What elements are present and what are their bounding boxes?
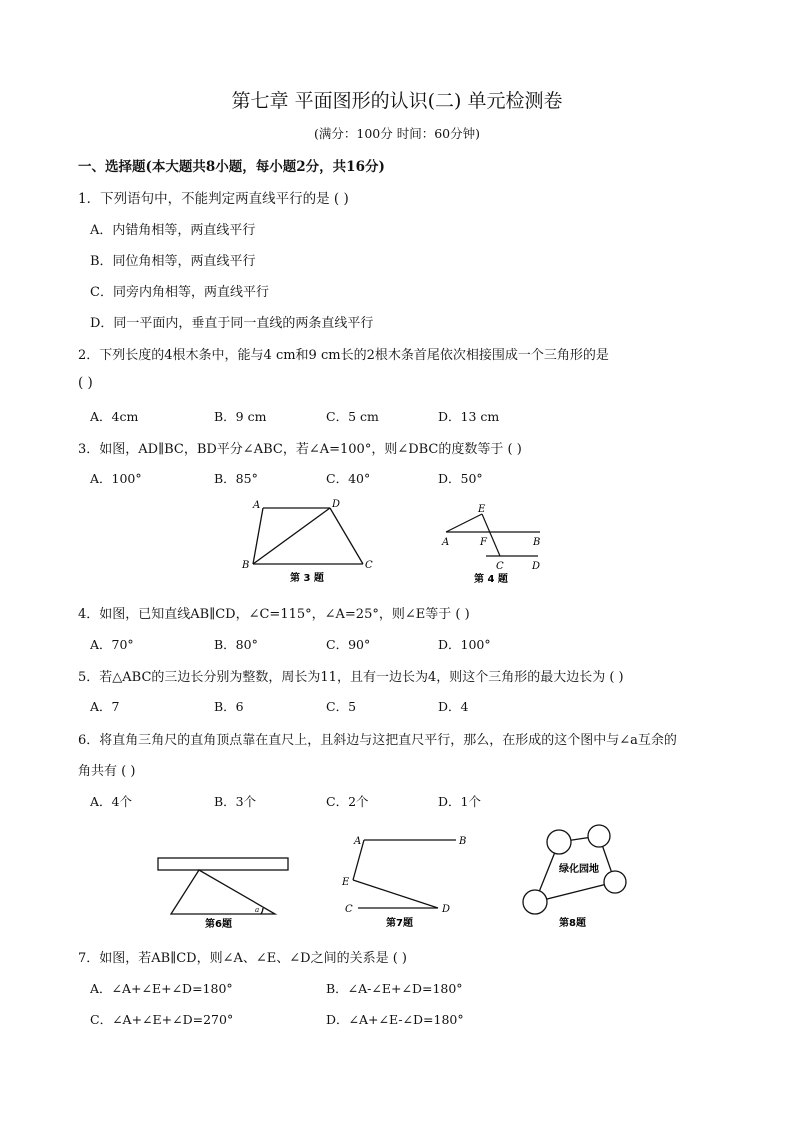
- question-6-option-d: D．1个: [438, 794, 481, 809]
- question-4-option-d: D．100°: [438, 637, 491, 652]
- figure-8-caption: 第8题: [559, 918, 586, 929]
- figure-4-label-e: E: [478, 504, 486, 515]
- figure-3-label-d: D: [332, 499, 341, 510]
- figure-7-broken-line: [338, 828, 478, 932]
- figure-3-label-c: C: [365, 560, 373, 571]
- question-2-stem: 2．下列长度的4根木条中，能与4 cm和9 cm长的2根木条首尾依次相接围成一个三角形的是: [78, 348, 609, 363]
- question-2-option-c: C．5 cm: [326, 409, 379, 424]
- exam-info: (满分：100分 时间：60分钟): [314, 126, 480, 141]
- question-6-stem: 6．将直角三角尺的直角顶点靠在直尺上，且斜边与这把直尺平行，那么，在形成的这个图中与∠a互余的: [78, 733, 677, 748]
- question-2-stem-cont: ( ): [78, 375, 93, 391]
- question-7-option-b: B．∠A-∠E+∠D=180°: [326, 981, 463, 996]
- question-2-option-b: B．9 cm: [214, 409, 267, 424]
- figure-7-label-a: A: [354, 836, 362, 847]
- question-5-option-a: A．7: [90, 699, 120, 714]
- question-2-option-a: A．4cm: [90, 409, 139, 424]
- question-5-option-d: D．4: [438, 699, 469, 714]
- figure-6-ruler-triangle: [155, 852, 295, 932]
- question-5-option-b: B．6: [214, 699, 244, 714]
- figure-7-label-d: D: [442, 904, 451, 915]
- question-7-option-d: D．∠A+∠E-∠D=180°: [326, 1012, 464, 1027]
- figure-3-label-b: B: [242, 560, 250, 571]
- question-1-stem: 1．下列语句中，不能判定两直线平行的是 ( ): [78, 191, 349, 207]
- figure-8-garden-label: 绿化园地: [559, 864, 599, 875]
- figure-4-label-d: D: [532, 561, 541, 572]
- question-4-option-b: B．80°: [214, 637, 258, 652]
- question-1-option-d: D．同一平面内，垂直于同一直线的两条直线平行: [90, 316, 374, 331]
- question-7-option-c: C．∠A+∠E+∠D=270°: [90, 1012, 234, 1027]
- question-3-option-b: B．85°: [214, 471, 258, 486]
- figure-3-trapezoid: [240, 494, 380, 586]
- figure-7-label-b: B: [459, 836, 467, 847]
- figure-6-alpha-label: a: [255, 906, 260, 914]
- question-1-option-b: B．同位角相等，两直线平行: [90, 254, 256, 269]
- question-5-stem: 5．若△ABC的三边长分别为整数，周长为11，且有一边长为4，则这个三角形的最大边长为 ( ): [78, 670, 624, 685]
- figure-4-label-a: A: [442, 537, 450, 548]
- figure-7-label-e: E: [342, 877, 350, 888]
- question-3-option-c: C．40°: [326, 471, 371, 486]
- question-2-option-d: D．13 cm: [438, 409, 500, 424]
- figure-4-parallel-lines: [438, 500, 550, 588]
- question-6-option-b: B．3个: [214, 794, 257, 809]
- question-6-option-a: A．4个: [90, 794, 132, 809]
- figure-4-label-b: B: [533, 537, 541, 548]
- question-1-option-a: A．内错角相等，两直线平行: [90, 223, 256, 238]
- section-heading: 一、选择题(本大题共8小题，每小题2分，共16分): [78, 159, 385, 175]
- figure-3-label-a: A: [253, 500, 261, 511]
- question-6-option-c: C．2个: [326, 794, 369, 809]
- figure-4-label-c: C: [496, 561, 504, 572]
- page-title: 第七章 平面图形的认识(二) 单元检测卷: [231, 90, 563, 112]
- figure-8-garden: [515, 818, 635, 932]
- figure-7-label-c: C: [345, 904, 353, 915]
- question-1-option-c: C．同旁内角相等，两直线平行: [90, 285, 269, 300]
- question-5-option-c: C．5: [326, 699, 357, 714]
- figure-4-caption: 第 4 题: [474, 574, 508, 585]
- figure-6-caption: 第6题: [205, 919, 232, 930]
- question-4-option-a: A．70°: [90, 637, 134, 652]
- figure-3-caption: 第 3 题: [290, 573, 324, 584]
- question-3-stem: 3．如图，AD∥BC，BD平分∠ABC，若∠A=100°，则∠DBC的度数等于 ( ): [78, 442, 522, 457]
- question-7-stem: 7．如图，若AB∥CD，则∠A、∠E、∠D之间的关系是 ( ): [78, 951, 407, 966]
- question-3-option-a: A．100°: [90, 471, 142, 486]
- question-4-option-c: C．90°: [326, 637, 371, 652]
- question-4-stem: 4．如图，已知直线AB∥CD，∠C=115°，∠A=25°，则∠E等于 ( ): [78, 607, 470, 622]
- question-3-option-d: D．50°: [438, 471, 483, 486]
- question-6-stem-cont: 角共有 ( ): [78, 764, 136, 779]
- figure-7-caption: 第7题: [386, 918, 413, 929]
- figure-4-label-f: F: [480, 537, 487, 548]
- question-7-option-a: A．∠A+∠E+∠D=180°: [90, 981, 233, 996]
